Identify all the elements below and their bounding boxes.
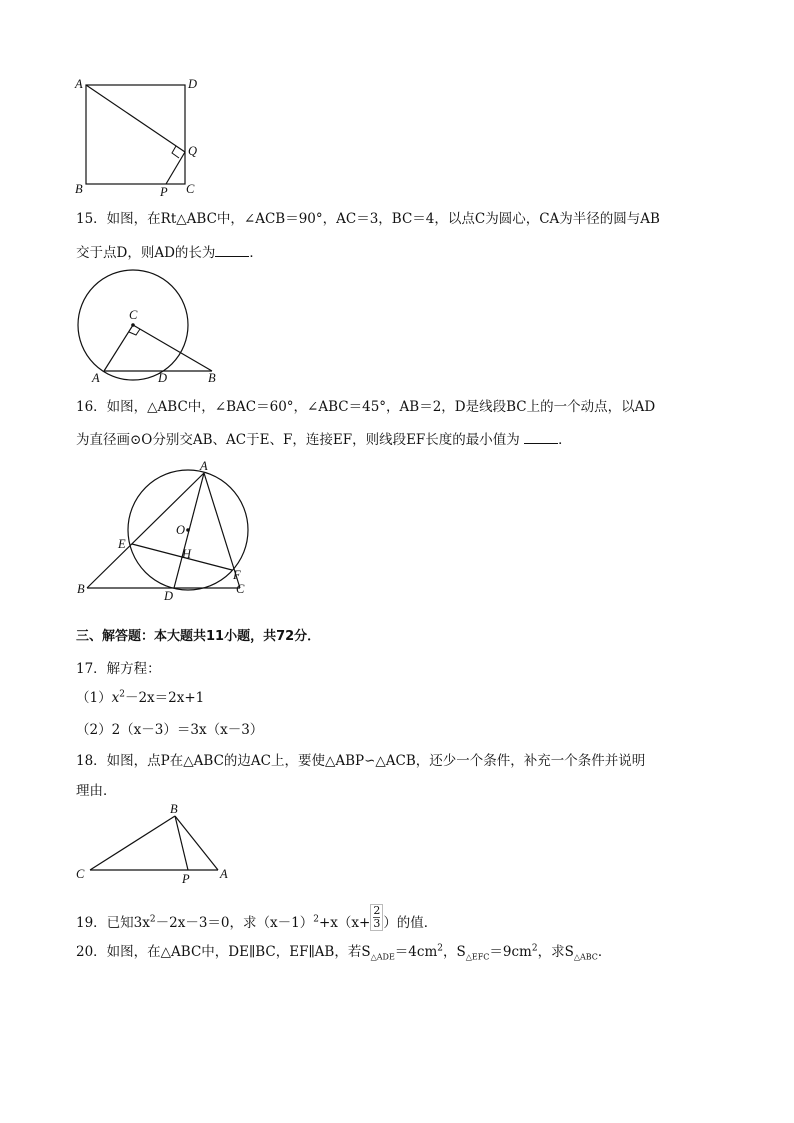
q16-period: ．	[558, 432, 572, 448]
label-c: C	[129, 308, 138, 322]
answer-blank-16[interactable]	[524, 431, 558, 444]
label-p: P	[182, 872, 190, 886]
q20-part-f: ．	[597, 944, 612, 960]
q18-line1: 18．如图，点P在△ABC的边AC上，要使△ABP∽△ACB，还少一个条件，补充一个条件并说明	[76, 753, 646, 769]
q19-part-c: +x（x+	[318, 915, 371, 931]
q19-part-d: ）的值．	[383, 915, 438, 931]
q16-line2	[76, 428, 572, 448]
q20-sup2: 2	[531, 943, 538, 954]
segment-ca	[104, 325, 133, 371]
section-heading: 三、解答题：本大题共11小题，共72分．	[76, 629, 321, 644]
label-q: Q	[188, 144, 198, 158]
q17-part1-num: （1）	[76, 690, 112, 706]
q19	[76, 904, 438, 937]
q17-exp: 2	[119, 689, 125, 700]
label-e: E	[118, 537, 126, 551]
square-abcd	[86, 85, 185, 184]
label-c: C	[186, 182, 195, 196]
segment-qp	[166, 152, 185, 184]
q15-line2	[76, 241, 263, 261]
center-dot	[131, 323, 135, 327]
figure-18	[72, 800, 242, 885]
answer-blank-15[interactable]	[215, 244, 249, 257]
q17-part1	[76, 686, 204, 706]
q20-sub2: △EFC	[465, 952, 490, 962]
q15-text: 交于点D，则AD的长为	[76, 245, 216, 261]
q19-exp2: 2	[313, 914, 319, 925]
q20	[76, 940, 611, 962]
label-a: A	[220, 867, 228, 881]
label-o: O	[176, 523, 186, 537]
q20-part-e: ，求S	[537, 944, 574, 960]
label-b: B	[208, 371, 216, 385]
label-a: A	[75, 77, 83, 91]
q19-part-a: 19．已知3x	[76, 915, 150, 931]
q15-period: ．	[249, 245, 263, 261]
q17-title: 17．解方程：	[76, 661, 161, 677]
q16-text: 为直径画⊙O分别交AB、AC于E、F，连接EF，则线段EF长度的最小值为	[76, 432, 520, 448]
segment-aq	[86, 85, 185, 152]
q17-var-x: x	[111, 690, 120, 706]
label-h: H	[182, 547, 192, 561]
q16-line1: 16．如图，△ABC中，∠BAC＝60°，∠ABC＝45°，AB＝2，D是线段BC上的一个动点，以AD	[76, 399, 656, 415]
label-p: P	[160, 185, 168, 199]
q19-part-b: －2x－3＝0，求（x－1）	[155, 915, 314, 931]
label-d: D	[158, 371, 168, 385]
frac-num: 2	[373, 904, 381, 917]
q20-part-b: ＝4cm	[394, 944, 438, 960]
q20-part-d: ＝9cm	[489, 944, 532, 960]
q17-part1-rest: －2x＝2x+1	[124, 690, 205, 706]
q20-sub3: △ABC	[573, 952, 598, 962]
label-c: C	[76, 867, 85, 881]
q15-line1: 15．如图，在Rt△ABC中，∠ACB＝90°，AC＝3，BC＝4，以点C为圆心，CA为半径的圆与AB	[76, 211, 660, 227]
label-f: F	[233, 568, 241, 582]
figure-15	[70, 268, 230, 388]
label-c: C	[236, 582, 245, 596]
right-angle-mark	[129, 329, 140, 335]
q19-fraction	[370, 904, 383, 931]
figure-14	[70, 75, 210, 199]
q20-sub1: △ADE	[370, 952, 395, 962]
label-a: A	[92, 371, 100, 385]
q19-exp1: 2	[149, 914, 156, 925]
center-dot	[186, 528, 190, 532]
q17-part2: （2）2（x－3）＝3x（x－3）	[76, 722, 264, 738]
q20-part-c: ，S	[442, 944, 466, 960]
frac-den: 3	[373, 917, 381, 930]
segment-cb	[90, 816, 175, 870]
q18-line2: 理由．	[76, 783, 117, 799]
label-b: B	[75, 182, 83, 196]
q20-part-a: 20．如图，在△ABC中，DE∥BC，EF∥AB，若S	[76, 944, 371, 960]
figure-16	[74, 458, 264, 608]
label-a: A	[200, 459, 208, 473]
label-b: B	[77, 582, 85, 596]
label-b: B	[170, 802, 178, 816]
label-d: D	[164, 589, 174, 603]
label-d: D	[188, 77, 198, 91]
q20-sup1: 2	[437, 943, 443, 954]
